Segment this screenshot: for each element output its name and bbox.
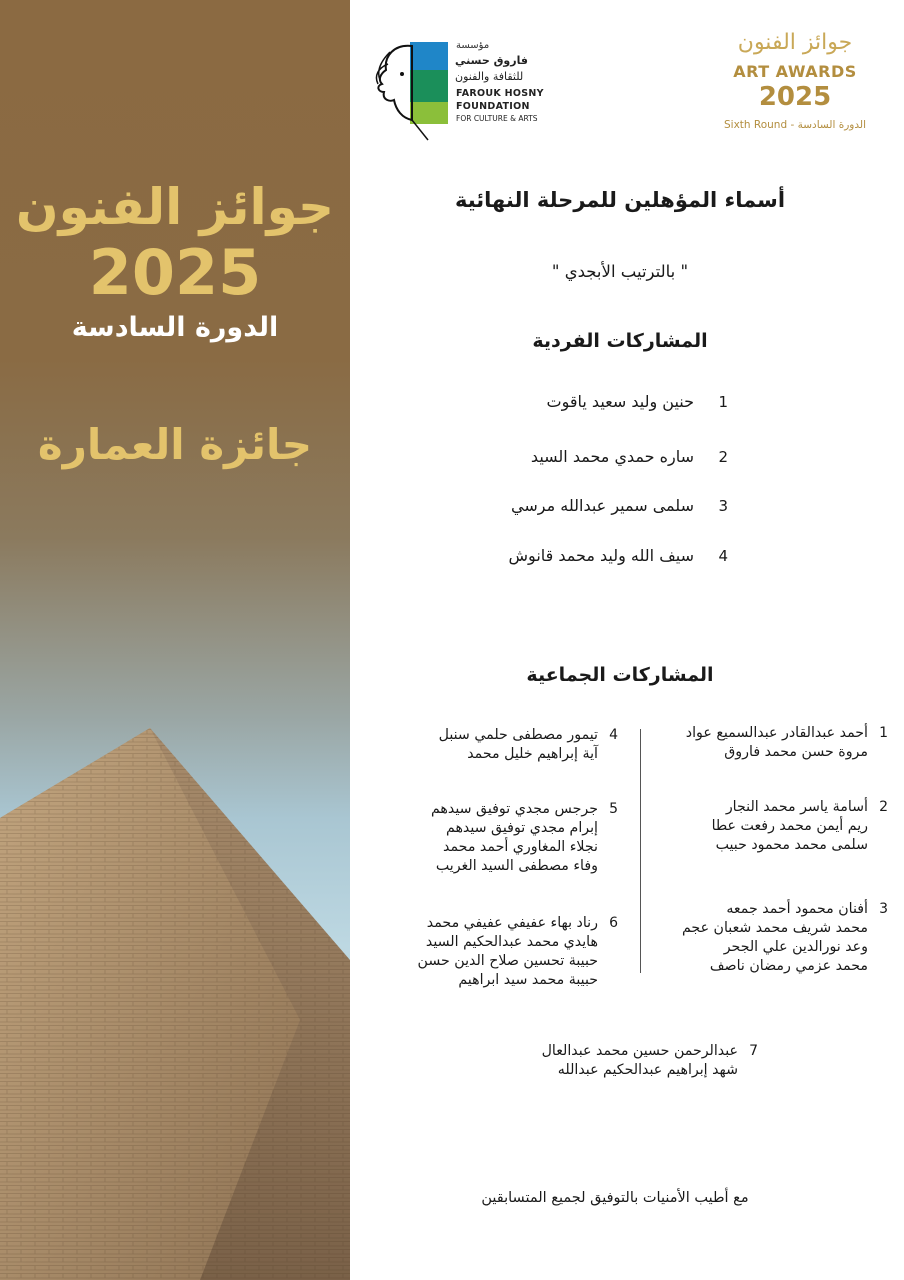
group-number: 2 (879, 799, 888, 815)
group-member: إبرام مجدي توفيق سيدهم (446, 820, 598, 836)
group-member: وعد نورالدين علي الجحر (723, 939, 868, 955)
group-member: رناد بهاء عفيفي عفيفي محمد (426, 915, 598, 931)
group-number: 5 (609, 801, 618, 817)
individual-entry (368, 496, 728, 515)
group-member: أفنان محمود أحمد جمعه (726, 901, 868, 917)
group-member: مروة حسن محمد فاروق (724, 744, 868, 760)
entry-number: 1 (718, 393, 728, 411)
entry-number: 2 (718, 448, 728, 466)
group-member: أحمد عبدالقادر عبدالسميع عواد (685, 725, 868, 741)
group-number: 3 (879, 901, 888, 917)
group-number: 6 (609, 915, 618, 931)
banner-awards-title: جوائز الفنون (15, 178, 335, 236)
foundation-english-2: FOUNDATION (456, 101, 530, 112)
foundation-portrait-icon (372, 40, 452, 145)
group-entry (638, 798, 888, 855)
entry-name: حنين وليد سعيد ياقوت (546, 392, 694, 411)
group-entry (638, 724, 888, 762)
individual-entry (368, 392, 728, 411)
group-member: آية إبراهيم خليل محمد (467, 746, 598, 762)
foundation-arabic-3: للثقافة والفنون (455, 70, 524, 83)
page-subtitle: " بالترتيب الأبجدي " (551, 262, 689, 281)
group-member: أسامة ياسر محمد النجار (725, 799, 868, 815)
group-member: محمد عزمي رمضان ناصف (709, 958, 868, 974)
entry-name: ساره حمدي محمد السيد (530, 447, 694, 466)
foundation-english-1: FAROUK HOSNY (456, 88, 544, 99)
group-member: شهد إبراهيم عبدالحكيم عبدالله (557, 1062, 738, 1078)
entry-name: سلمى سمير عبدالله مرسي (511, 496, 694, 515)
group-member: وفاء مصطفى السيد الغريب (435, 858, 598, 874)
entry-number: 4 (718, 547, 728, 565)
group-heading: المشاركات الجماعية (526, 664, 714, 686)
column-divider (640, 729, 641, 973)
group-member: ريم أيمن محمد رفعت عطا (711, 818, 868, 834)
group-entry (638, 900, 888, 976)
group-member: جرجس مجدي توفيق سيدهم (430, 801, 598, 817)
foundation-arabic-2: فاروق حسني (455, 54, 528, 67)
foundation-arabic-1: مؤسسة (456, 40, 490, 51)
banner-category: جائزة العمارة (37, 420, 313, 469)
group-member: هايدي محمد عبدالحكيم السيد (425, 934, 598, 950)
art-awards-round: Sixth Round - الدورة السادسة (724, 119, 866, 131)
art-awards-english: ART AWARDS (733, 62, 857, 81)
pyramid-image (0, 690, 350, 1280)
group-member: سلمى محمد محمود حبيب (715, 837, 868, 853)
group-number: 7 (749, 1043, 758, 1059)
group-entry (368, 800, 618, 876)
banner-year: 2025 (88, 236, 262, 309)
individual-entry (368, 447, 728, 466)
individual-entry (368, 546, 728, 565)
entry-number: 3 (718, 497, 728, 515)
individual-heading: المشاركات الفردية (532, 330, 708, 352)
group-member: محمد شريف محمد شعبان عجم (681, 920, 868, 936)
group-member: تيمور مصطفى حلمي سنبل (438, 727, 598, 743)
group-number: 1 (879, 725, 888, 741)
left-banner (0, 0, 350, 1280)
group-member: عبدالرحمن حسين محمد عبدالعال (541, 1043, 738, 1059)
entry-name: سيف الله وليد محمد قانوش (508, 546, 694, 565)
group-number: 4 (609, 727, 618, 743)
group-entry (508, 1042, 758, 1080)
art-awards-year: 2025 (758, 82, 832, 112)
art-awards-arabic: جوائز الفنون (737, 30, 853, 55)
group-entry (368, 914, 618, 990)
page-title: أسماء المؤهلين للمرحلة النهائية (454, 188, 786, 212)
group-member: حبيبة تحسين صلاح الدين حسن (417, 953, 598, 969)
group-entry (368, 726, 618, 764)
group-member: نجلاء المغاوري أحمد محمد (443, 839, 598, 855)
group-member: حبيبة محمد سيد ابراهيم (458, 972, 598, 988)
closing-message: مع أطيب الأمنيات بالتوفيق لجميع المتسابقين (481, 1190, 749, 1206)
banner-edition: الدورة السادسة (71, 312, 279, 343)
foundation-english-3: FOR CULTURE & ARTS (456, 114, 538, 123)
